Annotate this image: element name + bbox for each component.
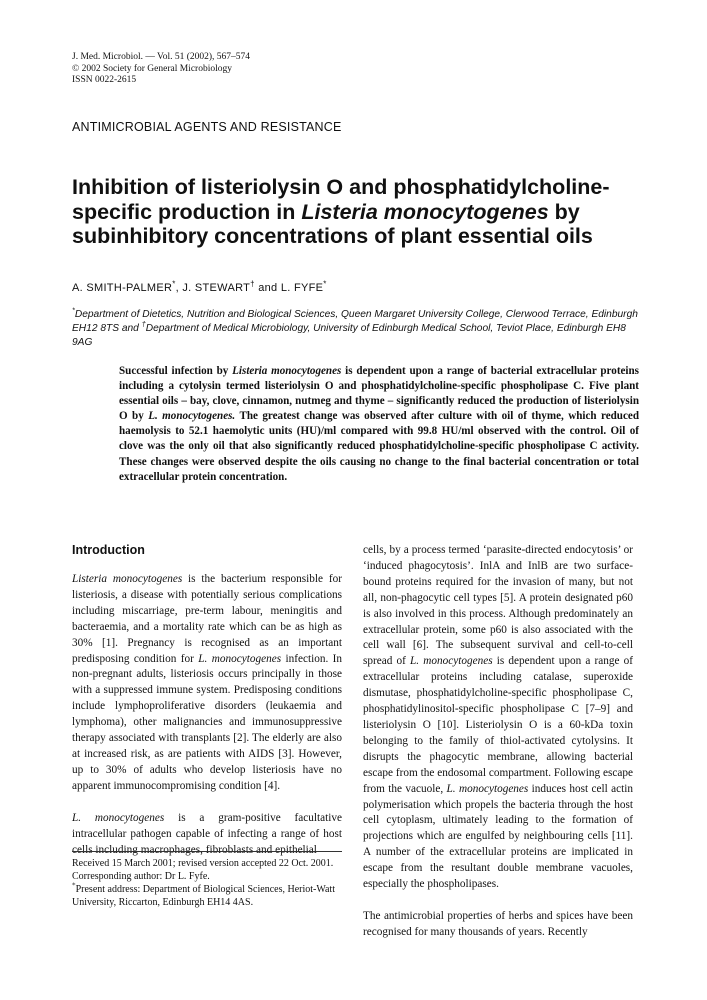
body-text: is the bacterium responsible for listeriosis, a disease with potentially serious complications including miscarriage, pre-term labour, meningitis and bacteraemia, and a mortality rate which can be as high as 30% [1]. Pregnancy is recognised as an important predisposing condition for bbox=[72, 573, 342, 665]
title-species: Listeria monocytogenes bbox=[301, 199, 549, 224]
affiliation-text: Department of Medical Microbiology, University of Edinburgh Medical School, Teviot Place, Edinburgh EH8 9AG bbox=[72, 323, 626, 348]
journal-copyright-line: © 2002 Society for General Microbiology bbox=[72, 63, 232, 74]
affiliation-mark: * bbox=[72, 881, 76, 890]
affiliation-mark: * bbox=[72, 305, 75, 315]
species-name: Listeria monocytogenes bbox=[232, 365, 342, 377]
author-name: A. SMITH-PALMER bbox=[72, 282, 173, 294]
left-column bbox=[72, 543, 342, 858]
received-note: Received 15 March 2001; revised version accepted 22 Oct. 2001. bbox=[72, 858, 334, 869]
body-paragraph bbox=[72, 572, 342, 795]
body-text: cells, by a process termed ‘parasite-directed endocytosis’ or ‘induced phagocytosis’. InlA and InlB are two surface-bound proteins required for the invasion of many, but not all, non-phagocytic cell types [5]. A protein designated p60 is also involved in this process. Although predominately an extracellular protein, some p60 is also associated with the cell wall [6]. The subsequent survival and cell-to-cell spread of bbox=[363, 544, 633, 668]
author-name: J. STEWART bbox=[182, 282, 251, 294]
abstract bbox=[119, 364, 639, 485]
affiliation-mark: * bbox=[172, 279, 176, 289]
author-separator: , bbox=[175, 282, 183, 294]
article-title bbox=[72, 175, 652, 249]
right-column bbox=[363, 543, 633, 941]
abstract-text: is dependent upon a range of bacterial extracellular proteins including a cytolysin termed listeriolysin O and phosphatidylcholine-specific phospholipase C. Five plant essential oils – bay, clove, cinnamon, nutmeg and thyme – significantly reduced the production of listeriolysin O by bbox=[119, 365, 640, 423]
journal-volume-line: J. Med. Microbiol. — Vol. 51 (2002), 567–574 bbox=[72, 52, 251, 62]
body-text: is dependent upon a range of extracellular proteins including catalase, superoxide dismutase, phosphatidylcholine-specific phospholipase C, phosphatidylinositol-specific phospholipase C [7–9] and listeriolysin O [10]. Listeriolysin O is a 60-kDa toxin belonging to the family of thiol-activated cytolysins. It disrupts the phagocytic membrane, allowing bacterial escape from the endosomal compartment. Following escape from the vacuole, bbox=[363, 655, 633, 795]
affiliation-mark: † bbox=[250, 279, 255, 289]
author-name: L. FYFE bbox=[280, 282, 324, 294]
body-paragraph bbox=[363, 543, 633, 893]
species-name: L. monocytogenes bbox=[198, 652, 282, 665]
corresponding-author-note: Corresponding author: Dr L. Fyfe. bbox=[72, 871, 210, 883]
affiliations bbox=[72, 305, 644, 350]
abstract-text: The greatest change was observed after culture with oil of thyme, which reduced haemolysis to 52.1 haemolytic units (HU)/ml compared with 99.8 HU/ml observed with the control. Oil of clove was the only oil that also significantly reduced phosphatidylcholine-specific phospholipase C activity. These changes were observed despite the oils causing no change to the final bacterial concentration or total extracellular protein concentration. bbox=[119, 410, 639, 483]
present-address-text: Present address: Department of Biological Sciences, Heriot-Watt University, Riccarton, Edinburgh EH14 4AS. bbox=[72, 884, 335, 909]
present-address-note bbox=[72, 883, 342, 909]
species-name: L. monocytogenes bbox=[72, 811, 165, 824]
author-separator: and bbox=[254, 282, 281, 294]
species-name: L. monocytogenes. bbox=[148, 410, 236, 423]
affiliation-text: Department of Dietetics, Nutrition and Biological Sciences, Queen Margaret University College, Clerwood Terrace, Edinburgh EH12 8TS and bbox=[72, 309, 638, 334]
title-part: by subinhibitory concentrations of plant essential oils bbox=[72, 199, 593, 248]
journal-issn-line: ISSN 0022-2615 bbox=[72, 75, 137, 85]
section-label: ANTIMICROBIAL AGENTS AND RESISTANCE bbox=[72, 120, 342, 134]
species-name: Listeria monocytogenes bbox=[72, 573, 183, 585]
author-list bbox=[72, 279, 327, 294]
body-text: infection. In non-pregnant adults, listeriosis occurs principally in those with a suppressed immune system. Predisposing conditions include lymphoproliferative disorders (leukaemia and lymphoma), other malignancies and immunosuppressive therapy associated with transplants [2]. The elderly are also at increased risk, as are patients with AIDS [3]. However, up to 30% of adults who develop listeriosis have no apparent immunocompromising condition [4]. bbox=[72, 652, 343, 792]
body-text: is a gram-positive facultative intracellular pathogen capable of infecting a range of host cells including macrophages, fibroblasts and epithelial bbox=[72, 811, 342, 856]
title-part: Inhibition of listeriolysin O and phosphatidylcholine-specific production in bbox=[72, 175, 610, 224]
introduction-heading: Introduction bbox=[72, 543, 145, 557]
body-text: induces host cell actin polymerisation which propels the bacteria through the host cell cytoplasm, ultimately leading to the formation of projections which are engulfed by neighbouring cells [11]. A number of the extracellular proteins are implicated in escape from the resultant double membrane vacuoles, especially the phospholipases. bbox=[363, 782, 634, 891]
footnote-divider bbox=[72, 851, 342, 852]
species-name: L. monocytogenes bbox=[410, 655, 493, 668]
species-name: L. monocytogenes bbox=[446, 782, 529, 795]
body-paragraph: The antimicrobial properties of herbs and spices have been recognised for many thousands of years. Recently bbox=[363, 909, 633, 938]
abstract-text: Successful infection by bbox=[119, 365, 233, 377]
affiliation-mark: † bbox=[141, 319, 146, 329]
affiliation-mark: * bbox=[323, 279, 327, 289]
journal-citation bbox=[72, 52, 250, 87]
footnotes bbox=[72, 857, 342, 909]
